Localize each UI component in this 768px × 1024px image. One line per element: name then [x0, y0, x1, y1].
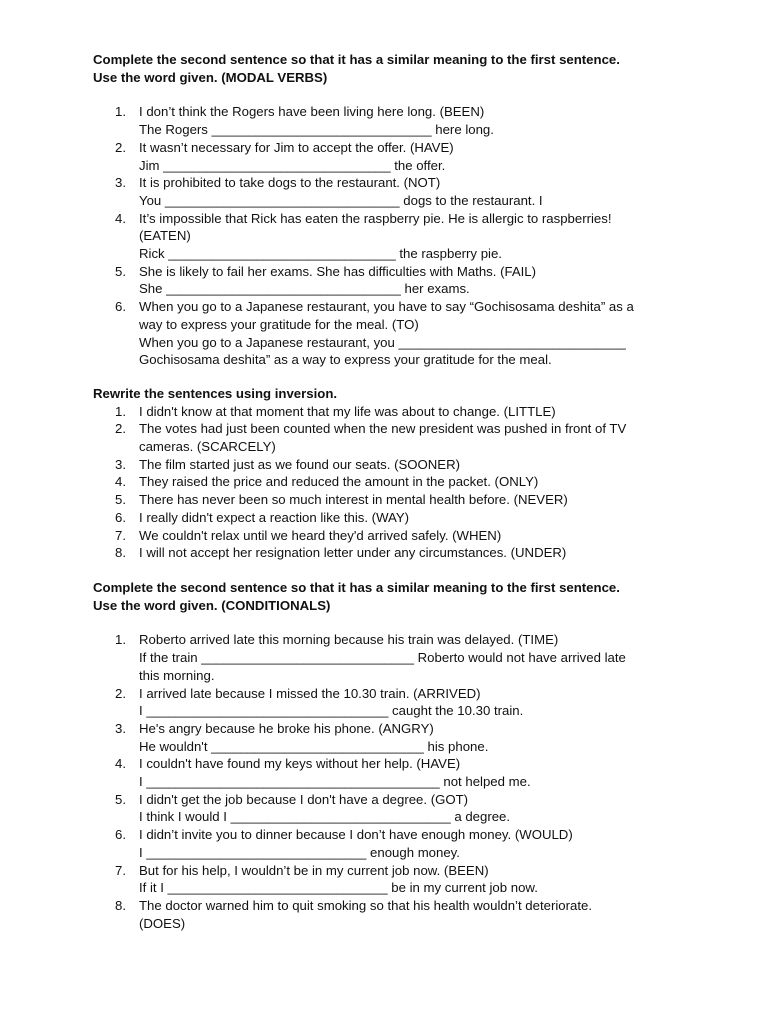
item-line: It wasn’t necessary for Jim to accept the offer. (HAVE): [139, 139, 454, 155]
item-number: 6.: [115, 827, 126, 843]
item-line: The film started just as we found our seats. (SOONER): [139, 456, 461, 472]
list-item: [93, 755, 708, 790]
exercise-list: [93, 631, 708, 932]
item-line: I _________________________________ caught the 10.30 train.: [139, 703, 524, 719]
item-line: Jim _______________________________ the offer.: [139, 157, 446, 173]
item-line: It is prohibited to take dogs to the restaurant. (NOT): [139, 175, 441, 191]
list-item: [93, 631, 708, 684]
item-line: Gochisosama deshita” as a way to express your gratitude for the meal.: [139, 352, 552, 368]
list-item: [93, 298, 708, 369]
item-number: 6.: [115, 299, 126, 315]
item-line: The votes had just been counted when the new president was pushed in front of TV: [139, 421, 627, 437]
list-item: [93, 139, 708, 174]
list-item: [93, 862, 708, 897]
item-line: It’s impossible that Rick has eaten the raspberry pie. He is allergic to raspberries!: [139, 210, 612, 226]
item-line: Roberto arrived late this morning because his train was delayed. (TIME): [139, 632, 559, 648]
heading-line: Complete the second sentence so that it has a similar meaning to the first sentence.: [93, 579, 620, 595]
item-number: 5.: [115, 492, 126, 508]
list-item: [93, 210, 708, 263]
item-line: She ________________________________ her exams.: [139, 281, 470, 297]
item-line: There has never been so much interest in mental health before. (NEVER): [139, 492, 568, 508]
item-line: If it I ______________________________ be in my current job now.: [139, 880, 538, 896]
item-number: 7.: [115, 862, 126, 878]
list-item: [93, 897, 708, 932]
item-number: 3.: [115, 456, 126, 472]
item-line: this morning.: [139, 667, 215, 683]
item-number: 1.: [115, 104, 126, 120]
list-item: [93, 103, 708, 138]
item-number: 2.: [115, 685, 126, 701]
item-number: 1.: [115, 632, 126, 648]
item-line: I really didn't expect a reaction like this. (WAY): [139, 509, 410, 525]
item-line: When you go to a Japanese restaurant, you _______________________________: [139, 334, 626, 350]
item-line: way to express your gratitude for the meal. (TO): [139, 316, 419, 332]
heading-line: Use the word given. (MODAL VERBS): [93, 69, 328, 85]
list-item: [93, 685, 708, 720]
item-line: The doctor warned him to quit smoking so that his health wouldn’t deteriorate.: [139, 897, 593, 913]
exercise-list: [93, 403, 708, 562]
item-number: 2.: [115, 421, 126, 437]
list-item: [93, 263, 708, 298]
item-line: I ______________________________ enough money.: [139, 844, 460, 860]
item-line: (DOES): [139, 915, 186, 931]
list-item: [93, 544, 708, 562]
item-number: 4.: [115, 756, 126, 772]
item-line: You ________________________________ dogs to the restaurant. I: [139, 192, 543, 208]
item-line: He wouldn't _____________________________ his phone.: [139, 738, 489, 754]
item-line: I don’t think the Rogers have been living here long. (BEEN): [139, 104, 485, 120]
list-item: [93, 509, 708, 527]
section-conditionals: [93, 579, 708, 932]
item-line: cameras. (SCARCELY): [139, 439, 276, 455]
item-number: 1.: [115, 403, 126, 419]
heading-line: Use the word given. (CONDITIONALS): [93, 597, 331, 613]
exercise-list: [93, 103, 708, 369]
list-item: [93, 720, 708, 755]
item-line: When you go to a Japanese restaurant, you have to say “Gochisosama deshita” as a: [139, 299, 634, 315]
item-number: 7.: [115, 527, 126, 543]
list-item: [93, 456, 708, 474]
item-line: They raised the price and reduced the amount in the packet. (ONLY): [139, 474, 539, 490]
item-line: The Rogers ______________________________ here long.: [139, 122, 494, 138]
list-item: [93, 473, 708, 491]
item-number: 5.: [115, 791, 126, 807]
item-number: 8.: [115, 545, 126, 561]
item-number: 3.: [115, 720, 126, 736]
item-number: 6.: [115, 509, 126, 525]
item-line: She is likely to fail her exams. She has difficulties with Maths. (FAIL): [139, 263, 537, 279]
list-item: [93, 491, 708, 509]
list-item: [93, 826, 708, 861]
item-line: I think I would I ______________________________ a degree.: [139, 809, 511, 825]
item-number: 3.: [115, 175, 126, 191]
section-heading: [93, 385, 708, 403]
item-line: He's angry because he broke his phone. (ANGRY): [139, 720, 434, 736]
item-line: Rick _______________________________ the raspberry pie.: [139, 246, 502, 262]
item-line: But for his help, I wouldn’t be in my current job now. (BEEN): [139, 862, 489, 878]
item-line: I didn't know at that moment that my life was about to change. (LITTLE): [139, 403, 556, 419]
item-number: 4.: [115, 210, 126, 226]
list-item: [93, 791, 708, 826]
item-line: I didn't get the job because I don't have a degree. (GOT): [139, 791, 469, 807]
heading-line: Rewrite the sentences using inversion.: [93, 385, 338, 401]
item-line: If the train _____________________________ Roberto would not have arrived late: [139, 650, 626, 666]
item-line: I didn’t invite you to dinner because I don’t have enough money. (WOULD): [139, 827, 573, 843]
item-line: I ________________________________________ not helped me.: [139, 774, 531, 790]
item-line: I arrived late because I missed the 10.30 train. (ARRIVED): [139, 685, 481, 701]
item-line: (EATEN): [139, 228, 191, 244]
list-item: [93, 527, 708, 545]
item-number: 4.: [115, 474, 126, 490]
section-modal-verbs: [93, 51, 708, 369]
list-item: [93, 174, 708, 209]
section-heading: [93, 579, 708, 614]
section-inversion: [93, 385, 708, 562]
item-line: We couldn't relax until we heard they'd arrived safely. (WHEN): [139, 527, 502, 543]
item-number: 2.: [115, 139, 126, 155]
list-item: [93, 420, 708, 455]
list-item: [93, 403, 708, 421]
section-heading: [93, 51, 708, 86]
item-line: I couldn't have found my keys without her help. (HAVE): [139, 756, 461, 772]
item-number: 5.: [115, 263, 126, 279]
item-number: 8.: [115, 897, 126, 913]
heading-line: Complete the second sentence so that it has a similar meaning to the first sentence.: [93, 52, 620, 67]
item-line: I will not accept her resignation letter under any circumstances. (UNDER): [139, 545, 567, 561]
